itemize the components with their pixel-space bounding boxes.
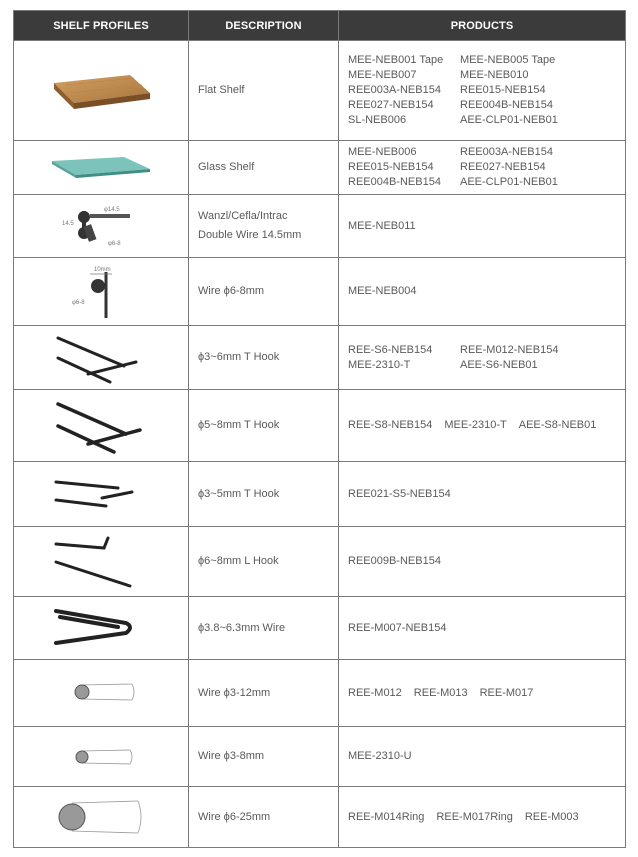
product-line <box>348 219 625 234</box>
description-cell <box>189 787 339 848</box>
description-text: ϕ3.8~6.3mm Wire <box>198 621 286 634</box>
product-line <box>348 749 625 764</box>
table-row <box>14 727 626 787</box>
t-hook-small-icon <box>14 474 188 514</box>
product-code: REE-M013 <box>413 686 468 699</box>
products-cell <box>339 258 626 326</box>
table-row <box>14 326 626 390</box>
header-products: PRODUCTS <box>339 11 626 41</box>
products-cell <box>339 326 626 390</box>
description-cell <box>189 258 339 326</box>
product-line <box>348 68 625 83</box>
description-cell <box>189 141 339 195</box>
t-hook-large-icon <box>14 396 188 456</box>
product-line <box>348 83 625 98</box>
product-line <box>348 160 625 175</box>
description-text: ϕ6~8mm L Hook <box>198 555 279 567</box>
single-wire-icon <box>14 264 188 320</box>
product-code: REE027-NEB154 <box>460 161 546 173</box>
product-line <box>348 175 625 190</box>
product-line <box>348 113 625 128</box>
product-code: MEE-NEB007 <box>348 69 417 81</box>
product-line <box>348 487 625 502</box>
profile-image-cell <box>14 326 189 390</box>
product-code: MEE-2310-U <box>348 750 412 762</box>
product-code: REE-M012 <box>348 686 402 699</box>
svg-text:10mm: 10mm <box>94 266 111 273</box>
header-row <box>14 11 626 41</box>
description-text: Double Wire 14.5mm <box>198 229 302 241</box>
table-row <box>14 258 626 326</box>
product-code: MEE-NEB005 Tape <box>460 54 556 66</box>
product-line <box>348 145 625 160</box>
product-code: MEE-2310-T <box>444 419 507 431</box>
shelf-profiles-table <box>13 10 626 848</box>
product-code: MEE-NEB010 <box>460 69 529 81</box>
products-cell <box>339 390 626 462</box>
profile-image-cell <box>14 390 189 462</box>
double-wire-icon <box>14 201 188 251</box>
product-code: MEE-NEB004 <box>348 285 417 297</box>
description-cell <box>189 660 339 727</box>
profile-image-cell <box>14 41 189 141</box>
product-code: REE-M007-NEB154 <box>348 621 447 634</box>
product-line <box>348 686 625 701</box>
glass-panel-icon <box>14 153 188 183</box>
table-row <box>14 41 626 141</box>
u-wire-icon <box>14 603 188 653</box>
t-hook-icon <box>14 330 188 386</box>
description-text: Wire ϕ3-8mm <box>198 750 265 762</box>
products-cell <box>339 727 626 787</box>
description-text: ϕ5~8mm T Hook <box>198 419 280 431</box>
description-cell <box>189 527 339 597</box>
svg-text:φ6-8: φ6-8 <box>72 299 85 306</box>
products-cell <box>339 527 626 597</box>
product-code: REE-S6-NEB154 <box>348 343 433 356</box>
wood-board-icon <box>14 69 188 113</box>
profile-image-cell <box>14 258 189 326</box>
product-line <box>348 554 625 569</box>
svg-text:14.5: 14.5 <box>62 221 74 227</box>
description-text: Wire ϕ3-12mm <box>198 686 271 699</box>
table-row <box>14 195 626 258</box>
table-row <box>14 141 626 195</box>
description-text: Wire ϕ6-25mm <box>198 810 271 823</box>
profile-image-cell <box>14 597 189 660</box>
product-code: AEE-CLP01-NEB01 <box>460 176 558 188</box>
products-cell <box>339 41 626 141</box>
table-row <box>14 527 626 597</box>
product-code: MEE-NEB001 Tape <box>348 54 444 66</box>
profile-image-cell <box>14 527 189 597</box>
table-row <box>14 660 626 727</box>
product-code: MEE-NEB011 <box>348 219 416 232</box>
product-code: REE015-NEB154 <box>348 161 434 173</box>
profile-image-cell <box>14 195 189 258</box>
round-wire-large-icon <box>14 795 188 839</box>
product-code: REE021-S5-NEB154 <box>348 487 451 500</box>
header-shelf-profiles: SHELF PROFILES <box>14 11 189 41</box>
profile-image-cell <box>14 787 189 848</box>
profile-image-cell <box>14 141 189 195</box>
description-cell <box>189 195 339 258</box>
description-cell <box>189 326 339 390</box>
product-code: REE-M017 <box>479 686 534 699</box>
profile-image-cell <box>14 660 189 727</box>
description-cell <box>189 390 339 462</box>
product-code: REE-M014Ring <box>348 810 425 823</box>
product-code: REE027-NEB154 <box>348 99 434 111</box>
product-code: REE015-NEB154 <box>460 84 546 96</box>
description-text: Flat Shelf <box>198 84 245 96</box>
description-text: Wanzl/Cefla/Intrac <box>198 210 288 222</box>
product-line <box>348 284 625 299</box>
product-code: REE004B-NEB154 <box>348 176 441 188</box>
product-code: REE004B-NEB154 <box>460 99 553 111</box>
round-wire-icon <box>14 678 188 708</box>
profile-image-cell <box>14 462 189 527</box>
product-line <box>348 343 625 358</box>
svg-text:φ14.5: φ14.5 <box>104 207 120 213</box>
description-text: ϕ3~6mm T Hook <box>198 351 280 363</box>
profile-image-cell <box>14 727 189 787</box>
product-code: AEE-S8-NEB01 <box>518 419 597 431</box>
product-code: MEE-2310-T <box>348 358 411 371</box>
table-row <box>14 462 626 527</box>
products-cell <box>339 597 626 660</box>
description-cell <box>189 462 339 527</box>
table-row <box>14 787 626 848</box>
description-text: ϕ3~5mm T Hook <box>198 487 280 500</box>
description-cell <box>189 41 339 141</box>
products-cell <box>339 195 626 258</box>
product-code: SL-NEB006 <box>348 114 407 126</box>
product-code: REE003A-NEB154 <box>348 84 441 96</box>
svg-text:φ6-8: φ6-8 <box>108 241 121 247</box>
product-line <box>348 810 625 825</box>
table-row <box>14 597 626 660</box>
products-cell <box>339 787 626 848</box>
product-code: REE-M012-NEB154 <box>460 343 559 356</box>
product-code: AEE-CLP01-NEB01 <box>460 114 558 126</box>
product-code: REE-M003 <box>524 810 579 823</box>
product-code: AEE-S6-NEB01 <box>460 358 538 371</box>
product-code: REE009B-NEB154 <box>348 555 441 567</box>
product-line <box>348 358 625 373</box>
product-line <box>348 621 625 636</box>
description-text: Wire ϕ6-8mm <box>198 285 265 297</box>
product-line <box>348 98 625 113</box>
product-code: REE003A-NEB154 <box>460 146 553 158</box>
description-text: Glass Shelf <box>198 161 255 173</box>
product-code: REE-S8-NEB154 <box>348 419 433 431</box>
product-code: MEE-NEB006 <box>348 146 417 158</box>
l-hook-icon <box>14 534 188 590</box>
products-cell <box>339 660 626 727</box>
header-description: DESCRIPTION <box>189 11 339 41</box>
table-row <box>14 390 626 462</box>
products-cell <box>339 141 626 195</box>
description-cell <box>189 597 339 660</box>
products-cell <box>339 462 626 527</box>
product-line <box>348 53 625 68</box>
product-code: REE-M017Ring <box>436 810 513 823</box>
description-cell <box>189 727 339 787</box>
round-wire-small-icon <box>14 744 188 770</box>
product-line <box>348 418 625 433</box>
